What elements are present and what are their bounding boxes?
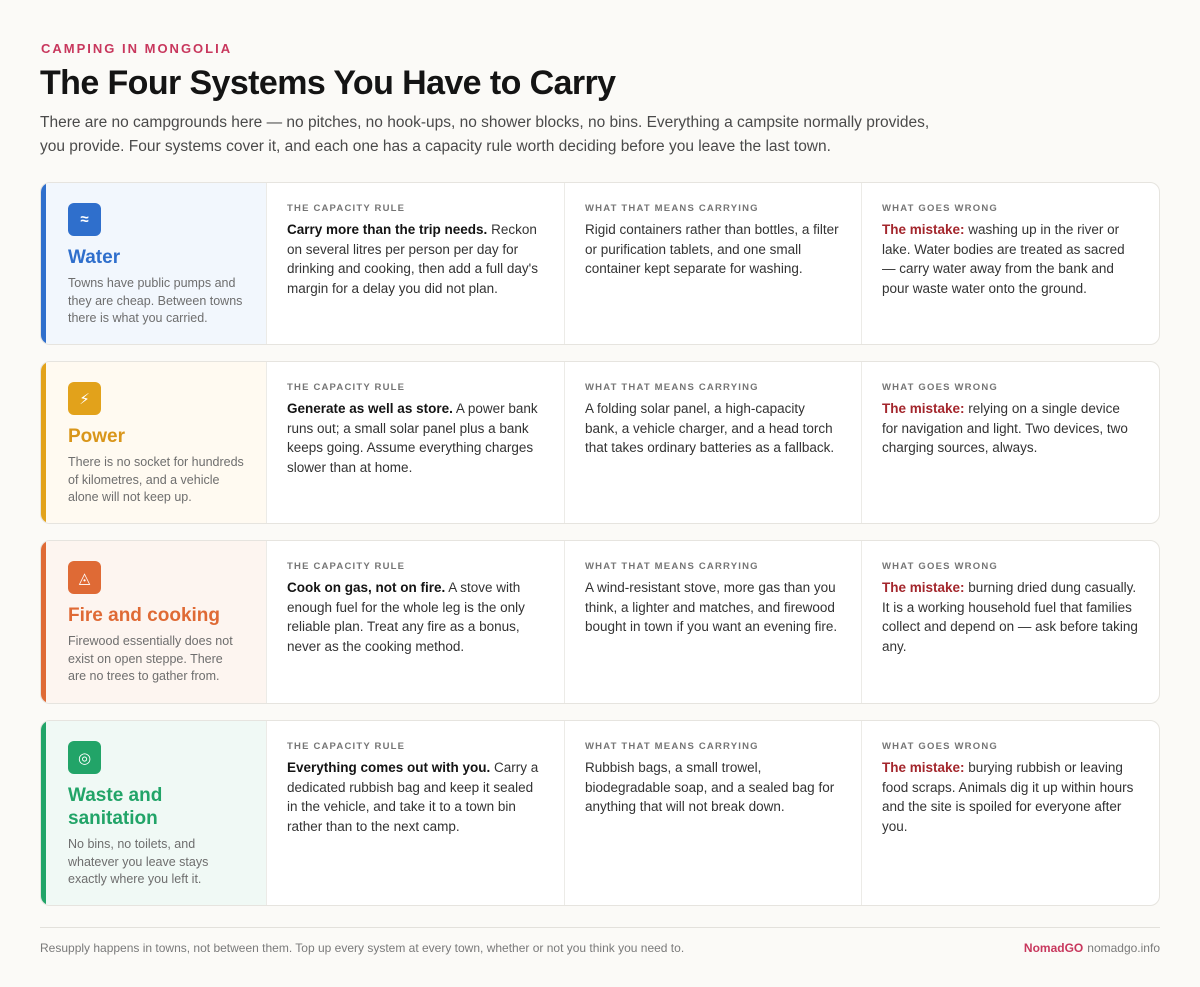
page-title: The Four Systems You Have to Carry <box>40 64 616 102</box>
system-card-waste <box>40 720 1160 906</box>
accent-stripe <box>41 183 46 344</box>
eyebrow: CAMPING IN MONGOLIA <box>41 41 233 56</box>
system-name: Power <box>68 426 126 447</box>
system-summary <box>41 362 267 523</box>
carrying-column <box>565 541 862 703</box>
water-icon: ≈ <box>68 203 101 236</box>
system-description: There is no socket for hundreds of kilometres, and a vehicle alone will not keep up. <box>68 455 244 504</box>
carrying-column <box>565 721 862 905</box>
capacity-rule-column <box>267 362 565 523</box>
column-label: THE CAPACITY RULE <box>287 561 406 572</box>
carrying-column <box>565 362 862 523</box>
column-label: WHAT GOES WRONG <box>882 382 998 393</box>
mistake-text: The mistake: burying rubbish or leaving food scraps. Animals dig it up within hours and the site is spoiled for everyone after you. <box>882 760 1134 834</box>
mistake-text: The mistake: burning dried dung casually. It is a working household fuel that families collect and depend on — ask before taking any. <box>882 580 1138 654</box>
system-name: Waste and sanitation <box>68 785 163 829</box>
system-summary <box>41 541 267 703</box>
column-label: WHAT GOES WRONG <box>882 561 998 572</box>
carrying-text: Rigid containers rather than bottles, a filter or purification tablets, and one small container kept separate for washing. <box>585 222 839 276</box>
lightning-icon: ⚡ <box>68 382 101 415</box>
system-summary <box>41 183 267 344</box>
mistake-text: The mistake: washing up in the river or lake. Water bodies are treated as sacred — carry water away from the bank and pour waste water onto the ground. <box>882 222 1125 296</box>
carrying-text: A wind-resistant stove, more gas than you think, a lighter and matches, and firewood bought in town if you want an evening fire. <box>585 580 838 634</box>
system-card-fire <box>40 540 1160 704</box>
fire-icon: ◬ <box>68 561 101 594</box>
column-label: THE CAPACITY RULE <box>287 203 406 214</box>
system-description: Towns have public pumps and they are cheap. Between towns there is what you carried. <box>68 276 243 325</box>
capacity-rule-column <box>267 541 565 703</box>
column-label: THE CAPACITY RULE <box>287 741 406 752</box>
mistake-text: The mistake: relying on a single device for navigation and light. Two devices, two charging sources, always. <box>882 401 1128 455</box>
column-label: WHAT THAT MEANS CARRYING <box>585 741 759 752</box>
system-description: Firewood essentially does not exist on open steppe. There are no trees to gather from. <box>68 634 233 683</box>
system-name: Fire and cooking <box>68 605 221 626</box>
accent-stripe <box>41 541 46 703</box>
goes-wrong-column <box>862 721 1159 905</box>
column-label: WHAT GOES WRONG <box>882 203 998 214</box>
footer-divider <box>40 927 1160 928</box>
capacity-rule-text: Cook on gas, not on fire. A stove with enough fuel for the whole leg is the only reliable plan. Treat any fire as a bonus, never as the cooking method. <box>287 580 525 654</box>
system-card-water <box>40 182 1160 345</box>
carrying-column <box>565 183 862 344</box>
goes-wrong-column <box>862 541 1159 703</box>
site-link[interactable]: nomadgo.info <box>1087 941 1160 955</box>
column-label: WHAT THAT MEANS CARRYING <box>585 561 759 572</box>
goes-wrong-column <box>862 183 1159 344</box>
capacity-rule-text: Carry more than the trip needs. Reckon on several litres per person per day for drinking and cooking, then add a full day's margin for a delay you did not plan. <box>287 222 538 296</box>
column-label: WHAT THAT MEANS CARRYING <box>585 203 759 214</box>
intro-text: There are no campgrounds here — no pitches, no hook-ups, no shower blocks, no bins. Everything a campsite normally provides, you provide. Four systems cover it, and each one has a capacity rule worth deciding before you leave the last town. <box>40 114 930 155</box>
system-summary <box>41 721 267 905</box>
footer-brand <box>1024 941 1160 955</box>
system-description: No bins, no toilets, and whatever you leave stays exactly where you left it. <box>68 837 209 886</box>
column-label: THE CAPACITY RULE <box>287 382 406 393</box>
footer-note: Resupply happens in towns, not between them. Top up every system at every town, whether or not you think you need to. <box>40 941 685 955</box>
accent-stripe <box>41 721 46 905</box>
carrying-text: A folding solar panel, a high-capacity bank, a vehicle charger, and a head torch that takes ordinary batteries as a fallback. <box>585 401 835 455</box>
system-name: Water <box>68 247 121 268</box>
system-card-power <box>40 361 1160 524</box>
capacity-rule-column <box>267 183 565 344</box>
accent-stripe <box>41 362 46 523</box>
capacity-rule-text: Everything comes out with you. Carry a dedicated rubbish bag and keep it sealed in the vehicle, and take it to a town bin rather than to the next camp. <box>287 760 539 834</box>
capacity-rule-text: Generate as well as store. A power bank runs out; a small solar panel plus a bank keeps going. Assume everything charges slower than at home. <box>287 401 538 475</box>
carrying-text: Rubbish bags, a small trowel, biodegradable soap, and a sealed bag for anything that will not break down. <box>585 760 835 814</box>
capacity-rule-column <box>267 721 565 905</box>
recycle-icon: ◎ <box>68 741 101 774</box>
brand-name: NomadGO <box>1023 941 1084 955</box>
column-label: WHAT GOES WRONG <box>882 741 998 752</box>
column-label: WHAT THAT MEANS CARRYING <box>585 382 759 393</box>
goes-wrong-column <box>862 362 1159 523</box>
